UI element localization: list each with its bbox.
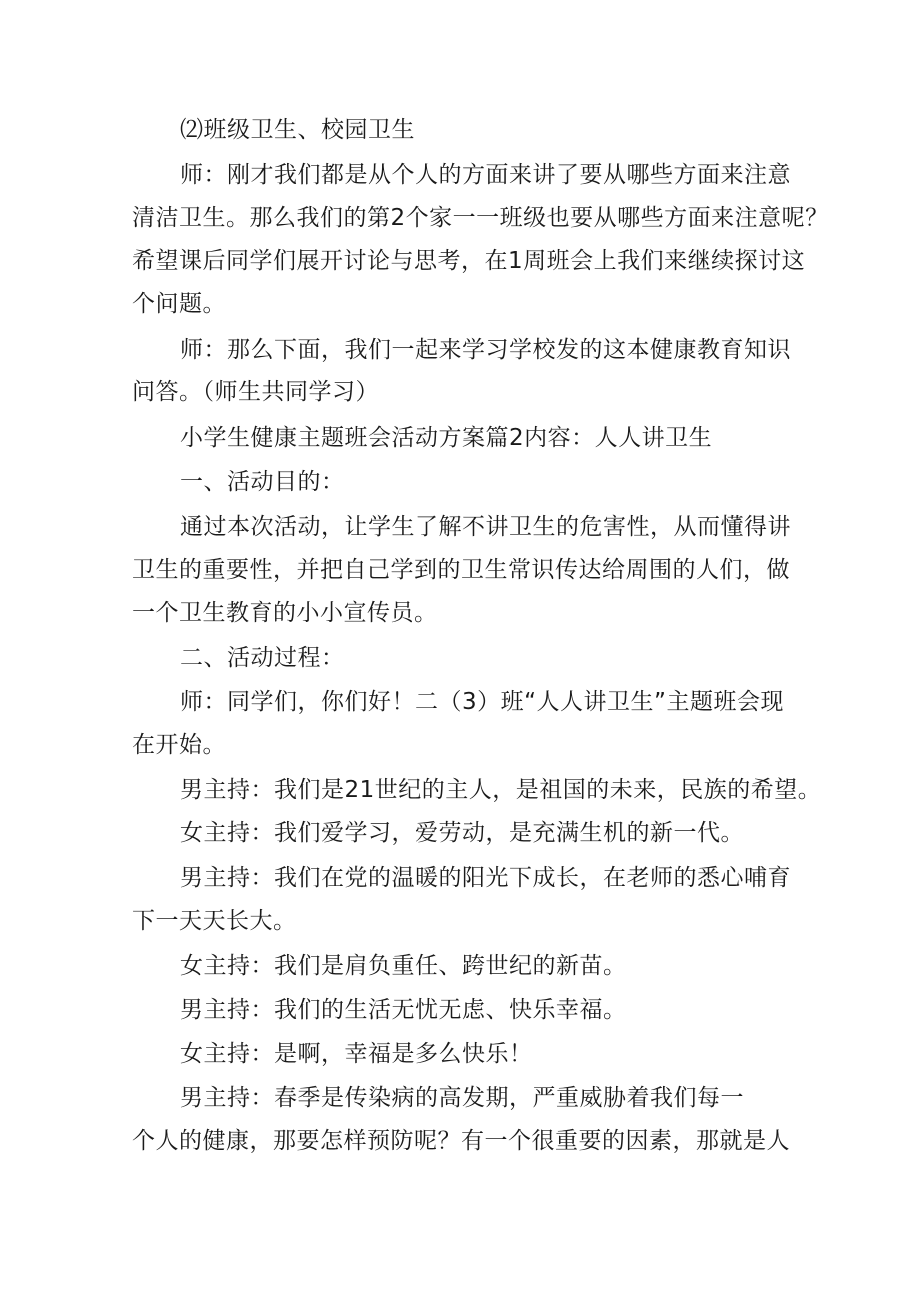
section-title: 小学生健康主题班会活动方案篇2内容：人人讲卫生 [180, 425, 713, 451]
section-heading: ⑵班级卫生、校园卫生 [180, 117, 415, 143]
dialogue-line: 男主持：我们的生活无忧无虑、快乐幸福。 [180, 997, 627, 1023]
paragraph-line: 在开始。 [132, 732, 226, 758]
paragraph-line: 清洁卫生。那么我们的第2个家一一班级也要从哪些方面来注意呢？ [132, 205, 829, 231]
paragraph-line: 希望课后同学们展开讨论与思考，在1周班会上我们来继续探讨这 [132, 248, 806, 274]
paragraph-line: 通过本次活动，让学生了解不讲卫生的危害性，从而懂得讲 [180, 514, 791, 540]
section-heading: 二、活动过程： [180, 645, 345, 671]
dialogue-line: 个人的健康，那要怎样预防呢？有一个很重要的因素，那就是人 [132, 1128, 790, 1154]
paragraph-line: 卫生的重要性，并把自己学到的卫生常识传达给周围的人们，做 [132, 557, 790, 583]
section-heading: 一、活动目的： [180, 469, 345, 495]
paragraph-line: 一个卫生教育的小小宣传员。 [132, 600, 438, 626]
paragraph-line: 师：刚才我们都是从个人的方面来讲了要从哪些方面来注意 [180, 162, 791, 188]
dialogue-line: 男主持：春季是传染病的高发期，严重威胁着我们每一 [180, 1085, 744, 1111]
dialogue-line: 男主持：我们是21世纪的主人，是祖国的未来，民族的希望。 [180, 777, 822, 803]
dialogue-line: 女主持：我们是肩负重任、跨世纪的新苗。 [180, 953, 627, 979]
paragraph-line: 师：那么下面，我们一起来学习学校发的这本健康教育知识 [180, 337, 791, 363]
dialogue-line: 男主持：我们在党的温暖的阳光下成长，在老师的悉心哺育 [180, 865, 791, 891]
paragraph-line: 师：同学们，你们好！二（3）班“人人讲卫生”主题班会现 [180, 689, 784, 715]
dialogue-line: 下一天天长大。 [132, 908, 297, 934]
dialogue-line: 女主持：我们爱学习，爱劳动，是充满生机的新一代。 [180, 820, 744, 846]
dialogue-line: 女主持：是啊，幸福是多么快乐！ [180, 1041, 533, 1067]
paragraph-line: 问答。（师生共同学习） [132, 379, 379, 405]
paragraph-line: 个问题。 [132, 291, 226, 317]
